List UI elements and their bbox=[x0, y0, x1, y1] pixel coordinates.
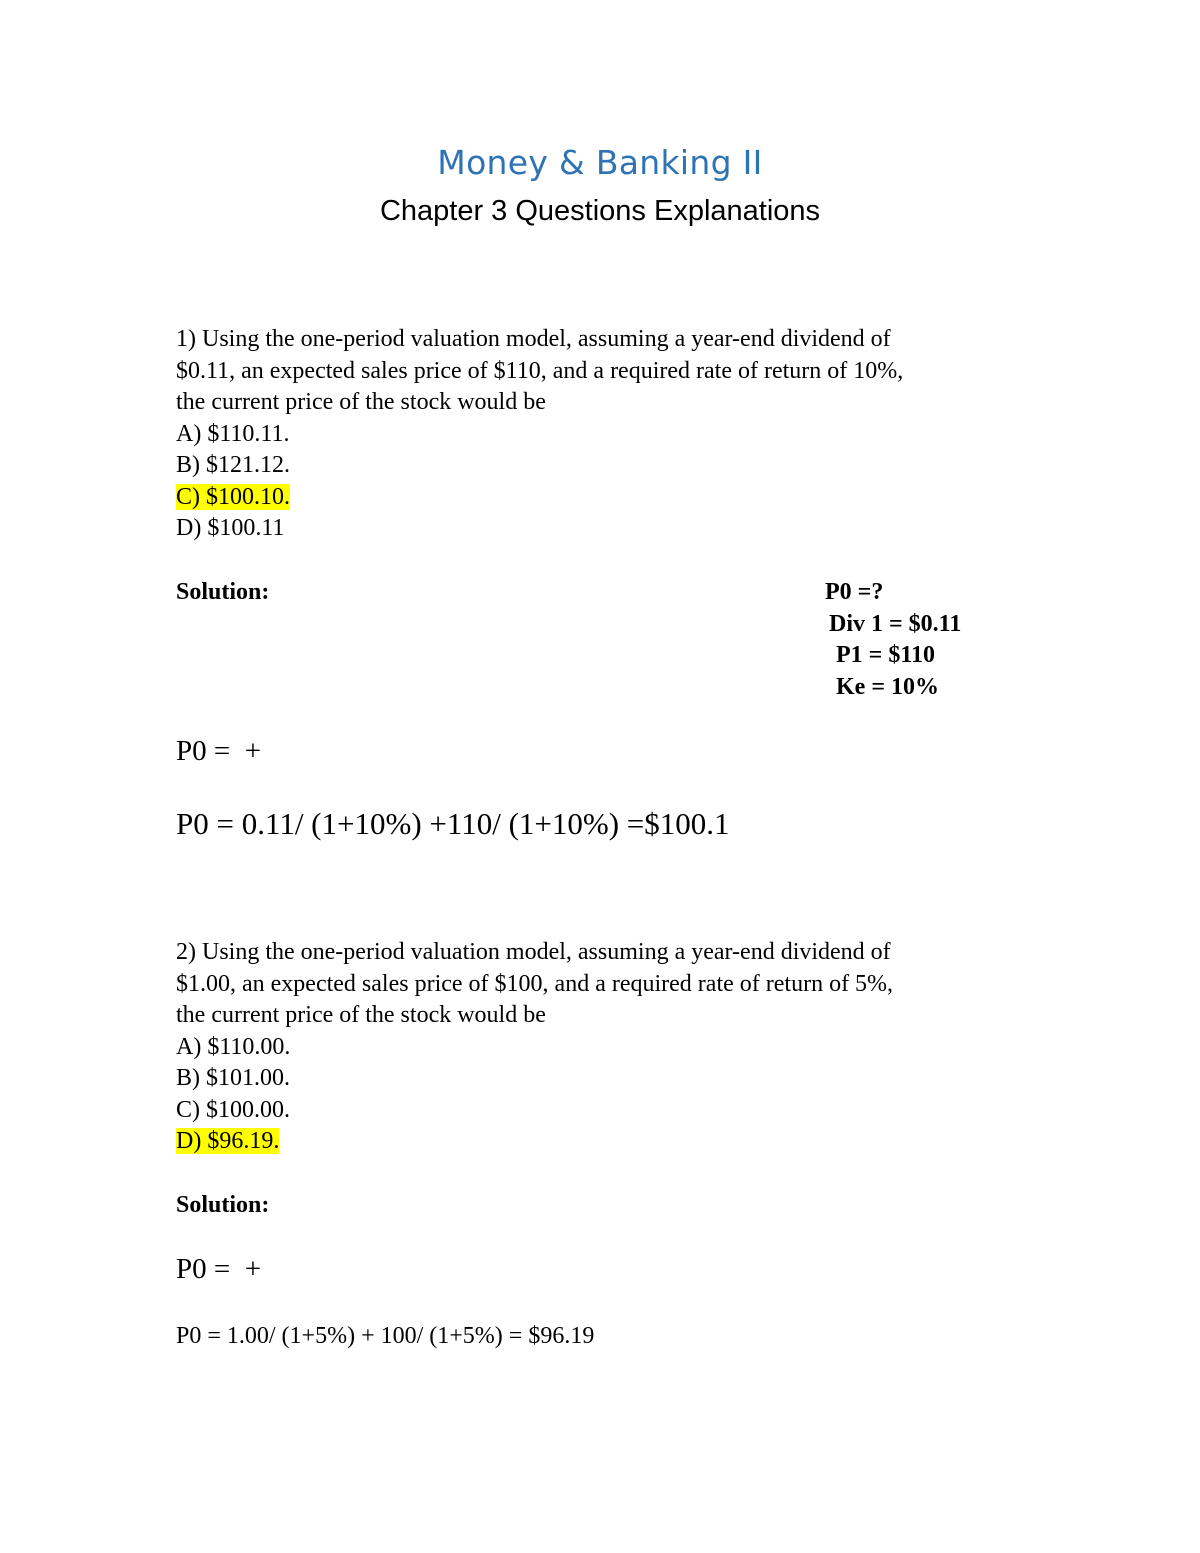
page-title: Money & Banking II bbox=[437, 143, 763, 182]
question-1-given-p1: P1 = $110 bbox=[836, 642, 936, 668]
question-1-formula: P0 = + bbox=[176, 735, 262, 767]
question-1-stem-line: $0.11, an expected sales price of $110, and a required rate of return of 10%, bbox=[176, 357, 904, 384]
question-2-calculation: P0 = 1.00/ (1+5%) + 100/ (1+5%) = $96.19 bbox=[176, 1323, 595, 1349]
question-2-stem bbox=[176, 937, 893, 1158]
question-1-stem-line: 1) Using the one-period valuation model, assuming a year-end dividend of bbox=[176, 326, 891, 352]
question-2-stem-line: 2) Using the one-period valuation model, assuming a year-end dividend of bbox=[176, 939, 891, 965]
question-1-stem-line: the current price of the stock would be bbox=[176, 389, 546, 415]
question-2-option-c: C) $100.00. bbox=[176, 1096, 290, 1123]
question-2-option-d: D) $96.19. bbox=[176, 1128, 280, 1154]
page-subtitle: Chapter 3 Questions Explanations bbox=[379, 195, 821, 227]
question-1-given-ke: Ke = 10% bbox=[836, 674, 939, 700]
question-1-option-c: C) $100.10. bbox=[176, 483, 290, 510]
question-2-formula: P0 = + bbox=[176, 1253, 262, 1285]
question-1-option-d: D) $100.11 bbox=[176, 515, 285, 541]
question-1-option-a: A) $110.11. bbox=[176, 420, 290, 447]
question-1-given-div1: Div 1 = $0.11 bbox=[829, 611, 962, 637]
question-1-given-p0: P0 =? bbox=[825, 579, 884, 605]
question-2-option-d-row bbox=[176, 1126, 893, 1158]
question-1-calculation: P0 = 0.11/ (1+10%) +110/ (1+10%) =$100.1 bbox=[176, 806, 730, 841]
question-1-solution-label: Solution: bbox=[176, 579, 270, 605]
question-2-stem-line: $1.00, an expected sales price of $100, and a required rate of return of 5%, bbox=[176, 970, 894, 997]
question-2-solution-label: Solution: bbox=[176, 1192, 270, 1218]
question-1-option-c-row bbox=[176, 482, 903, 514]
question-2-option-b: B) $101.00. bbox=[176, 1065, 290, 1091]
question-1-option-b: B) $121.12. bbox=[176, 452, 290, 478]
question-2-option-a: A) $110.00. bbox=[176, 1033, 291, 1060]
question-2-stem-line: the current price of the stock would be bbox=[176, 1002, 546, 1028]
question-1-stem bbox=[176, 324, 903, 545]
